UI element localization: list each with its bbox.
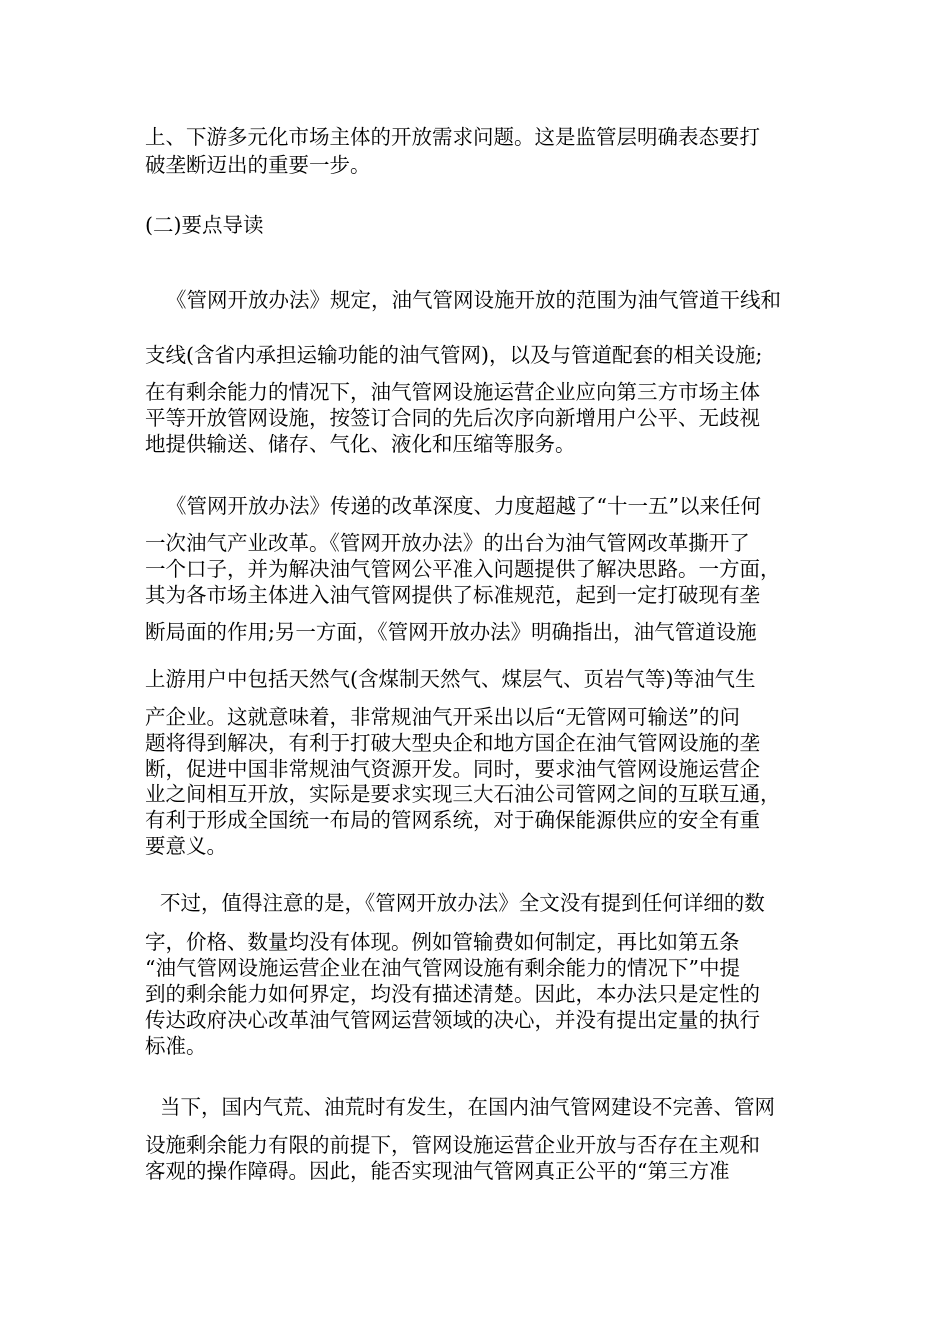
- text-line: 有利于形成全国统一布局的管网系统，对于确保能源供应的安全有重: [145, 808, 760, 832]
- text-line: 上、下游多元化市场主体的开放需求问题。这是监管层明确表态要打: [145, 125, 760, 149]
- text-line: 客观的操作障碍。因此，能否实现油气管网真正公平的“第三方准: [145, 1159, 730, 1183]
- text-line: 破垄断迈出的重要一步。: [145, 153, 371, 177]
- text-line: 当下，国内气荒、油荒时有发生，在国内油气管网建设不完善、管网: [160, 1095, 775, 1119]
- text-line: 设施剩余能力有限的前提下，管网设施运营企业开放与否存在主观和: [145, 1133, 760, 1157]
- text-line: 标准。: [145, 1034, 207, 1058]
- text-line: 业之间相互开放，实际是要求实现三大石油公司管网之间的互联互通，: [145, 782, 781, 806]
- text-line: 地提供输送、储存、气化、液化和压缩等服务。: [145, 432, 576, 456]
- text-line: 产企业。这就意味着，非常规油气开采出以后“无管网可输送”的问: [145, 705, 740, 729]
- text-line: 字，价格、数量均没有体现。例如管输费如何制定，再比如第五条: [145, 930, 740, 954]
- text-line: 断，促进中国非常规油气资源开发。同时，要求油气管网设施运营企: [145, 757, 760, 781]
- text-line: 平等开放管网设施，按签订合同的先后次序向新增用户公平、无歧视: [145, 406, 760, 430]
- section-heading: (二)要点导读: [145, 213, 264, 237]
- text-line: 《管网开放办法》传递的改革深度、力度超越了“十一五”以来任何: [166, 494, 761, 518]
- text-line: 到的剩余能力如何界定，均没有描述清楚。因此，本办法只是定性的: [145, 982, 760, 1006]
- text-line: 一次油气产业改革。《管网开放办法》的出台为油气管网改革撕开了: [145, 531, 750, 555]
- text-line: 题将得到解决，有利于打破大型央企和地方国企在油气管网设施的垄: [145, 731, 760, 755]
- text-line: 上游用户中包括天然气(含煤制天然气、煤层气、页岩气等)等油气生: [145, 667, 756, 691]
- text-line: 一个口子，并为解决油气管网公平准入问题提供了解决思路。一方面，: [145, 557, 781, 581]
- text-line: “油气管网设施运营企业在油气管网设施有剩余能力的情况下”中提: [145, 956, 740, 980]
- text-line: 传达政府决心改革油气管网运营领域的决心，并没有提出定量的执行: [145, 1008, 760, 1032]
- text-line: 《管网开放办法》规定，油气管网设施开放的范围为油气管道干线和: [166, 288, 781, 312]
- text-line: 要意义。: [145, 834, 227, 858]
- text-line: 不过，值得注意的是，《管网开放办法》全文没有提到任何详细的数: [160, 891, 765, 915]
- text-line: 断局面的作用;另一方面，《管网开放办法》明确指出，油气管道设施: [145, 620, 757, 644]
- text-line: 其为各市场主体进入油气管网提供了标准规范，起到一定打破现有垄: [145, 583, 760, 607]
- text-line: 在有剩余能力的情况下，油气管网设施运营企业应向第三方市场主体: [145, 380, 760, 404]
- text-line: 支线(含省内承担运输功能的油气管网)，以及与管道配套的相关设施;: [145, 343, 763, 367]
